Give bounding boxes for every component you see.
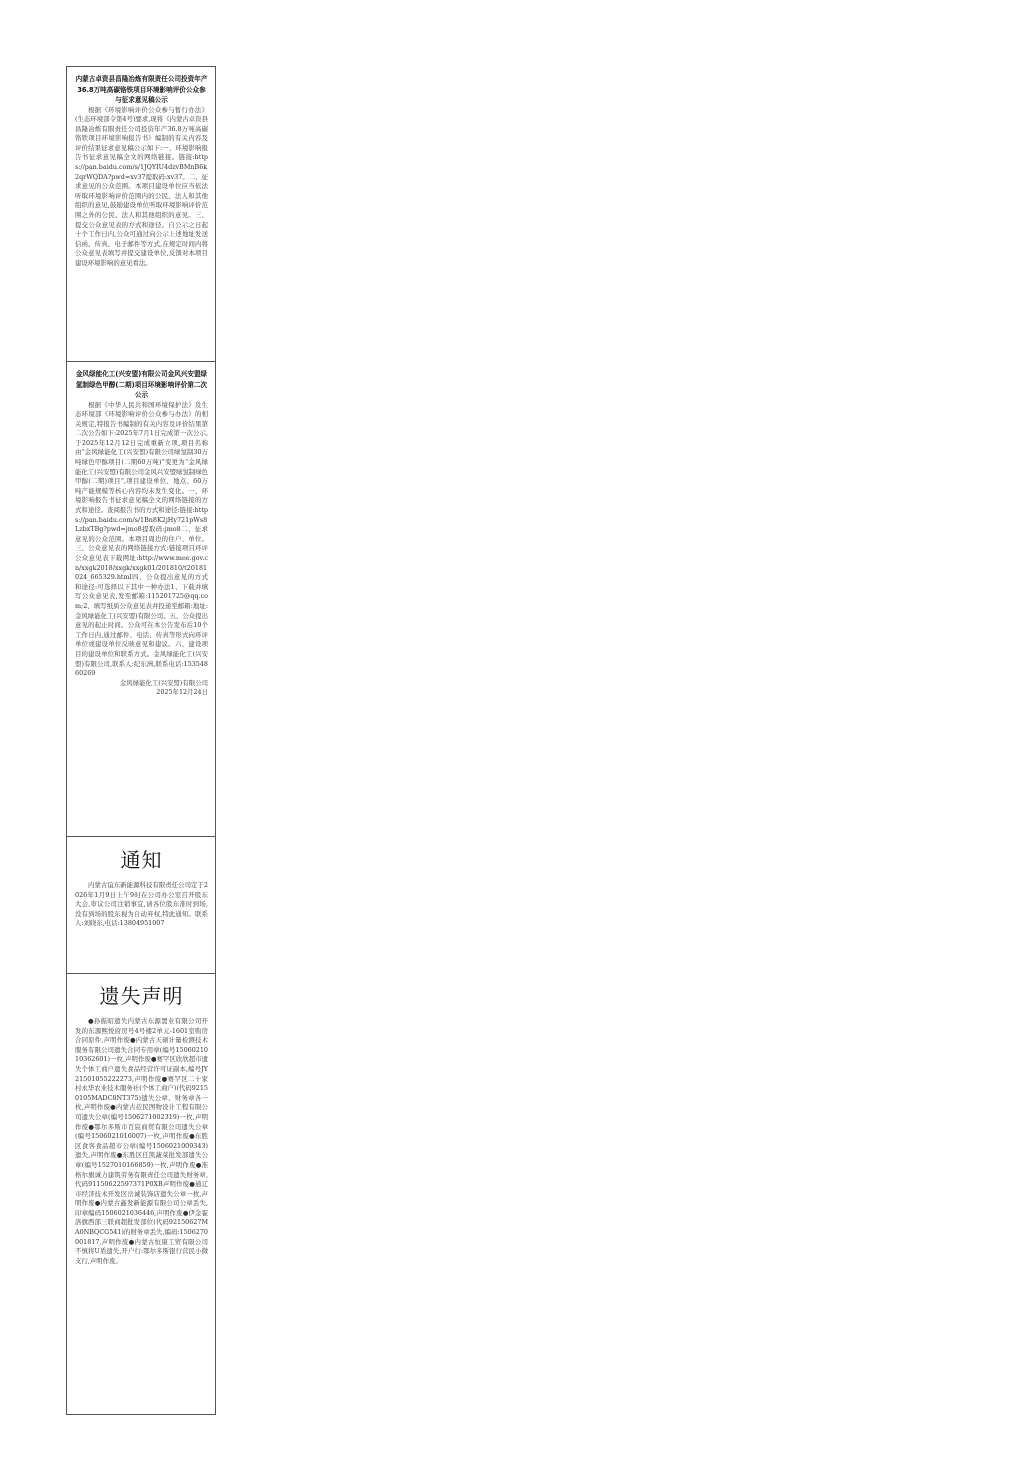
notice-eia-changlong	[67, 67, 215, 361]
notice-body: 根据《中华人民共和国环境保护法》及生态环境部《环境影响评价公众参与办法》的相关规定,特报告书编制的有关内容及评价结果第二次公告如下:2025年7月1日完成第一次公示,于2025年12月12日完成重新立项,项目名称由“金风绿能化工(兴安盟)有限公司绿氢制30万吨绿色甲醇项目(二期60万吨)”变更为“金风绿能化工(兴安盟)有限公司金风兴安盟绿氢制绿色甲醇(二期)项目”,项目建设单位、地点、60万吨产能规模等核心内容均未发生变化。一、环境影响报告书征求意见稿全文的网络链接的方式和途径。查阅报告书的方式和途径:链接:https://pan.baidu.com/s/1Bn8K2jHy721pWs8LzbxTBg?pwd=jmo8提取码:jmo8二、征求意见的公众范围。本项目周边的住户、单位。三、公众意见表的网络链接方式:链接项目环评公众意见表下载网址:http://www.mee.gov.cn/xxgk2018/xxgk/xxgk01/201810/t20181024_665329.html四、公众提出意见的方式和途径:可选择以下其中一种办法1、下载并填写公众意见表,发至邮箱:115201725@qq.com;2、填写纸质公众意见表并投递至邮箱:地址:金风绿能化工(兴安盟)有限公司。五、公众提出意见的起止时间。公众可在本公告发布后10个工作日内,通过邮件、电话、传真等形式向环评单位或建设单位反映意见和建议。六、建设项目的建设单位和联系方式。金风绿能化工(兴安盟)有限公司,联系人:纪东洲,联系电话:15354860269	[75, 400, 208, 678]
notice-body: 根据《环境影响评价公众参与暂行办法》(生态环境部令第4号)要求,现将《内蒙古卓资县昌隆冶炼有限责任公司投资年产36.8万吨高碳铬铁项目环境影响报告书》编制的有关内容及评价结果征求意见稿公示如下:一、环境影响报告书征求意见稿全文的网络链接。链接:https://pan.baidu.com/s/1JQYIU4dzvBMnB6k2qrWQDA?pwd=xv37提取码:xv37。二、征求意见的公众范围。本项目建设单位应当依法听取环境影响评价范围内的公民、法人和其他组织的意见,鼓励建设单位听取环境影响评价范围之外的公民、法人和其他组织的意见。三、提交公众意见表的方式和途径。自公示之日起十个工作日内,公众可通过向公示上述地址发送信函、传真、电子邮件等方式,在规定时间内将公众意见表填写并提交建设单位,反馈对本项目建设环境影响的意见看法。	[75, 105, 208, 267]
notice-title: 金风绿能化工(兴安盟)有限公司金风兴安盟绿氢制绿色甲醇(二期)项目环境影响评价第二次公示	[75, 370, 208, 399]
notice-body: ●孙振昭遗失内蒙古东源置业有限公司开发的东源熙悦府房号4号楼2单元-1601室购房合同原件,声明作废●内蒙古天硕计量检测技术服务有限公司遗失合同专用章(编号1506021010362601)一枚,声明作废●赛罕区欣欣超市遗失个体工商户遗失食品经营许可证副本,编号JY21501055222273,声明作废●赛罕区二十家村永华农业技术服务社(个体工商户)(代码92150105MADC8NT375)遗失公章、财务章各一枚,声明作废●内蒙古莅民图物设计工程有限公司遗失公章(编号1506271002319)一枚,声明作废●鄂尔多斯市百宸商贸有限公司遗失公章(编号1506021016007)一枚,声明作废●东胜区食客食品超市公章(编号1506021009343)遗失,声明作废●东胜区任凯蔬菜批发部遗失公章(编号1527010166859)一枚,声明作废●准格尔旗诚力建筑劳务有限责任公司遗失财务章,代码91150622597371P0XB声明作废●通辽市经济技术开发区岳诚装饰店遗失公章一枚,声明作废●内蒙古鑫发新能源有限公司公章丢失,印章编码1506021036446,声明作废●伊金霍洛旗西部三联商超批发部位(代码92150627MA0NBQCG541)的财务章丢失,编码:1506270001817,声明作废●内蒙古恒康工贸有限公司不慎将U盾遗失,开户行:鄂尔多斯银行营民小微支行,声明作废。	[75, 1017, 208, 1265]
signature-company: 金风绿能化工(兴安盟)有限公司	[119, 678, 208, 687]
notice-loss-statements	[67, 973, 215, 1416]
notice-shareholder-meeting	[67, 836, 215, 973]
notice-heading: 通知	[120, 848, 163, 872]
notice-column	[66, 66, 216, 1415]
notice-heading: 遗失声明	[99, 984, 184, 1008]
notice-eia-goldwind	[67, 361, 215, 836]
notice-body: 内蒙古谊东新能源科技有限责任公司定于2026年1月9日上午9时在公司办公室召开股东大会,审议公司注销事宜,请各位股东准时到场,没有到场的股东视为自动弃权,特此通知。联系人:刘晓东,电话:13804951007	[75, 881, 208, 928]
notice-title: 内蒙古卓资县昌隆冶炼有限责任公司投资年产36.8万吨高碳铬铁项目环境影响评价公众参与征求意见稿公示	[75, 75, 208, 104]
signature-date: 2025年12月24日	[156, 688, 208, 697]
